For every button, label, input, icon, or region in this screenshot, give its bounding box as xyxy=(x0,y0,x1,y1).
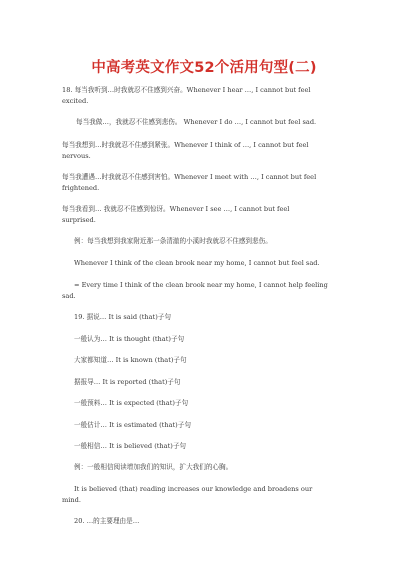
text-line: sad. xyxy=(62,292,76,300)
text-line: excited. xyxy=(62,97,89,105)
text-line: 20. …的主要理由是… xyxy=(74,517,140,525)
text-line: 每当我看到… 我就忍不住感到惊讶。Whenever I see …, I cannot but feel xyxy=(62,205,290,213)
text-line: mind. xyxy=(62,496,81,504)
text-line: 每当我做…，我就忍不住感到悲伤。 Whenever I do …, I cannot but feel sad. xyxy=(76,118,317,126)
text-line: Whenever I think of the clean brook near my home, I cannot but feel sad. xyxy=(74,259,320,267)
text-line: 18. 每当我听到…时我就忍不住感到兴奋。Whenever I hear …, I cannot but feel xyxy=(62,86,311,94)
text-line: 例：每当我想到我家附近那一条清澈的小溪时我就忍不住感到悲伤。 xyxy=(74,237,272,245)
text-line: surprised. xyxy=(62,216,96,224)
text-line: 一般认为… It is thought (that)子句 xyxy=(74,335,185,343)
text-line: 一般相信… It is believed (that)子句 xyxy=(74,442,187,450)
text-line: frightened. xyxy=(62,184,100,192)
text-line: 一般预料… It is expected (that)子句 xyxy=(74,399,189,407)
text-line: nervous. xyxy=(62,152,91,160)
text-line: 一般估计… It is estimated (that)子句 xyxy=(74,421,191,429)
text-line: 例：一般相信阅读增加我们的知识，扩大我们的心胸。 xyxy=(74,463,233,471)
text-line: = Every time I think of the clean brook near my home, I cannot help feeling xyxy=(74,281,328,289)
text-line: 据报导… It is reported (that)子句 xyxy=(74,378,181,386)
text-line: 19. 据说… It is said (that)子句 xyxy=(74,313,171,321)
document-title: 中高考英文作文52个活用句型(二) xyxy=(91,60,317,76)
text-line: 大家都知道… It is known (that)子句 xyxy=(74,356,187,364)
text-line: 每当我想到…时我就忍不住感到紧张。Whenever I think of …, I cannot but feel xyxy=(62,141,309,149)
text-line: 每当我遭遇…时我就忍不住感到害怕。Whenever I meet with …, I cannot but feel xyxy=(62,173,317,181)
text-line: It is believed (that) reading increases our knowledge and broadens our xyxy=(74,485,313,493)
